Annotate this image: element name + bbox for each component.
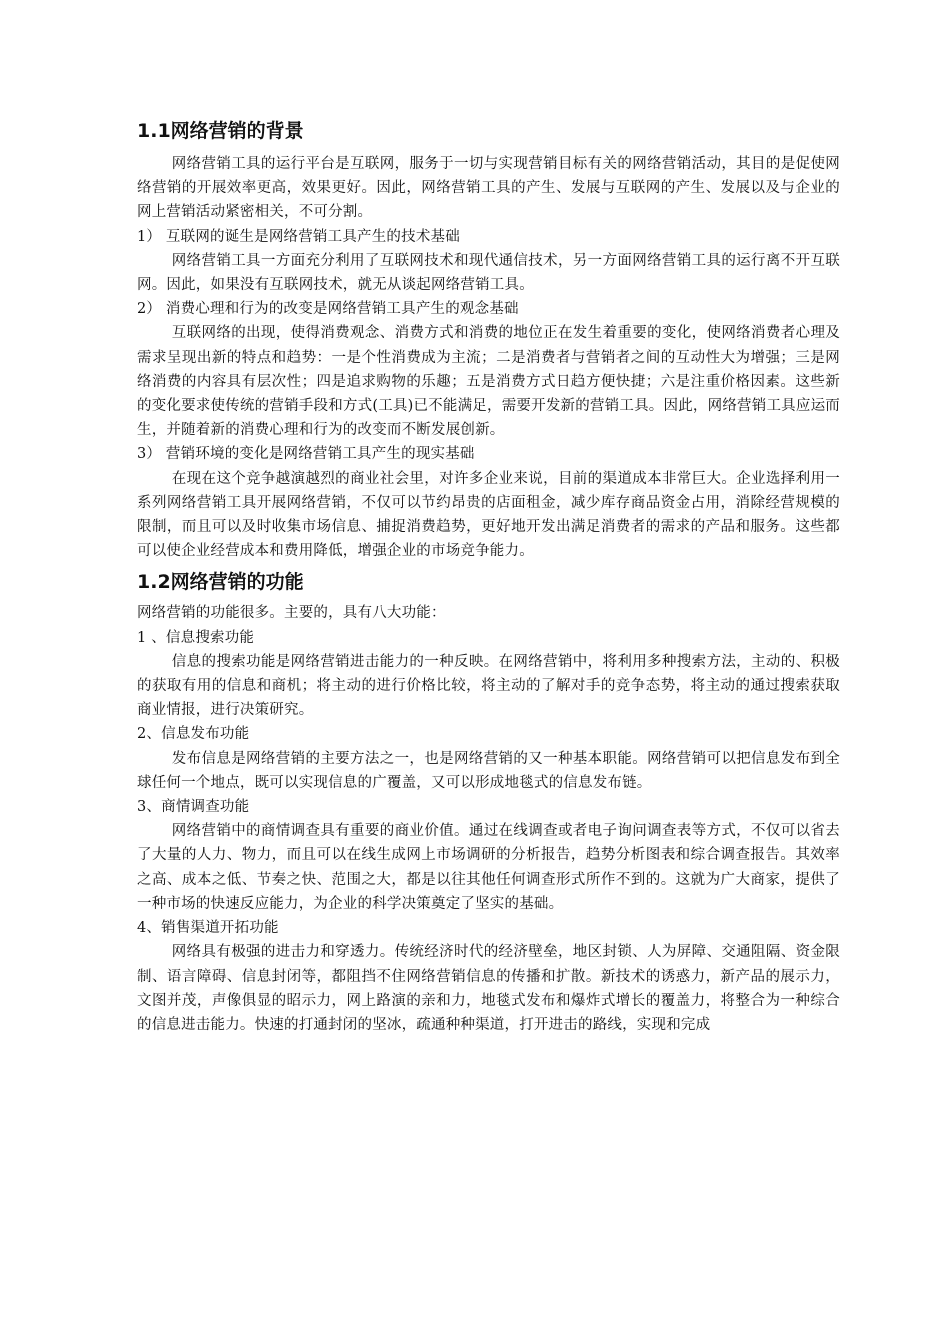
section-intro-paragraph: 网络营销工具的运行平台是互联网，服务于一切与实现营销目标有关的网络营销活动，其目的是促使网络营销的开展效率更高，效果更好。因此，网络营销工具的产生、发展与互联网的产生、发展以及与企业的网上营销活动紧密相关，不可分割。 — [137, 156, 840, 221]
document-page — [137, 112, 840, 1037]
list-item-body: 信息的搜索功能是网络营销进击能力的一种反映。在网络营销中，将利用多种搜索方法，主动的、积极的获取有用的信息和商机；将主动的进行价格比较，将主动的了解对手的竞争态势，将主动的通过搜索获取商业情报，进行决策研究。 — [137, 653, 840, 719]
list-item-title: 1 、信息搜索功能 — [137, 629, 255, 646]
list-item-body: 在现在这个竞争越演越烈的商业社会里，对许多企业来说，目前的渠道成本非常巨大。企业选择利用一系列网络营销工具开展网络营销，不仅可以节约昂贵的店面租金，减少库存商品资金占用，消除经营规模的限制，而且可以及时收集市场信息、捕捉消费趋势，更好地开发出满足消费者的需求的产品和服务。这些都可以使企业经营成本和费用降低，增强企业的市场竞争能力。 — [137, 470, 840, 560]
list-item-title: 1） 互联网的诞生是网络营销工具产生的技术基础 — [137, 228, 460, 245]
section-heading-background: 1.1网络营销的背景 — [137, 120, 304, 142]
list-item-title: 4、销售渠道开拓功能 — [137, 920, 279, 937]
list-item-body: 网络营销中的商情调查具有重要的商业价值。通过在线调查或者电子询问调查表等方式，不仅可以省去了大量的人力、物力，而且可以在线生成网上市场调研的分析报告，趋势分析图表和综合调查报告。其效率之高、成本之低、节奏之快、范围之大，都是以往其他任何调查形式所作不到的。这就为广大商家，提供了一种市场的快速反应能力，为企业的科学决策奠定了坚实的基础。 — [137, 823, 840, 912]
list-item-body: 网络营销工具一方面充分利用了互联网技术和现代通信技术，另一方面网络营销工具的运行离不开互联网。因此，如果没有互联网技术，就无从谈起网络营销工具。 — [137, 252, 840, 294]
list-item-title: 3） 营销环境的变化是网络营销工具产生的现实基础 — [137, 446, 475, 463]
list-item-title: 3、商情调查功能 — [137, 799, 250, 816]
section-intro-paragraph: 网络营销的功能很多。主要的，具有八大功能： — [137, 605, 446, 622]
list-item-body: 网络具有极强的进击力和穿透力。传统经济时代的经济壁垒，地区封锁、人为屏障、交通阻隔、资金限制、语言障碍、信息封闭等，都阻挡不住网络营销信息的传播和扩散。新技术的诱惑力，新产品的展示力，文图并茂，声像俱显的昭示力，网上路演的亲和力，地毯式发布和爆炸式增长的覆盖力，将整合为一种综合的信息进击能力。快速的打通封闭的坚冰，疏通种种渠道，打开进击的路线，实现和完成 — [137, 944, 840, 1033]
list-item-title: 2、信息发布功能 — [137, 726, 250, 743]
list-item-body: 互联网络的出现，使得消费观念、消费方式和消费的地位正在发生着重要的变化，使网络消费者心理及需求呈现出新的特点和趋势：一是个性消费成为主流；二是消费者与营销者之间的互动性大为增强；三是网络消费的内容具有层次性；四是追求购物的乐趣；五是消费方式日趋方便快捷；六是注重价格因素。这些新的变化要求使传统的营销手段和方式(工具)已不能满足，需要开发新的营销工具。因此，网络营销工具应运而生，并随着新的消费心理和行为的改变而不断发展创新。 — [137, 325, 840, 439]
section-heading-functions: 1.2网络营销的功能 — [137, 571, 304, 594]
list-item-title: 2） 消费心理和行为的改变是网络营销工具产生的观念基础 — [137, 301, 519, 318]
list-item-body: 发布信息是网络营销的主要方法之一，也是网络营销的又一种基本职能。网络营销可以把信息发布到全球任何一个地点，既可以实现信息的广覆盖，又可以形成地毯式的信息发布链。 — [137, 750, 840, 791]
